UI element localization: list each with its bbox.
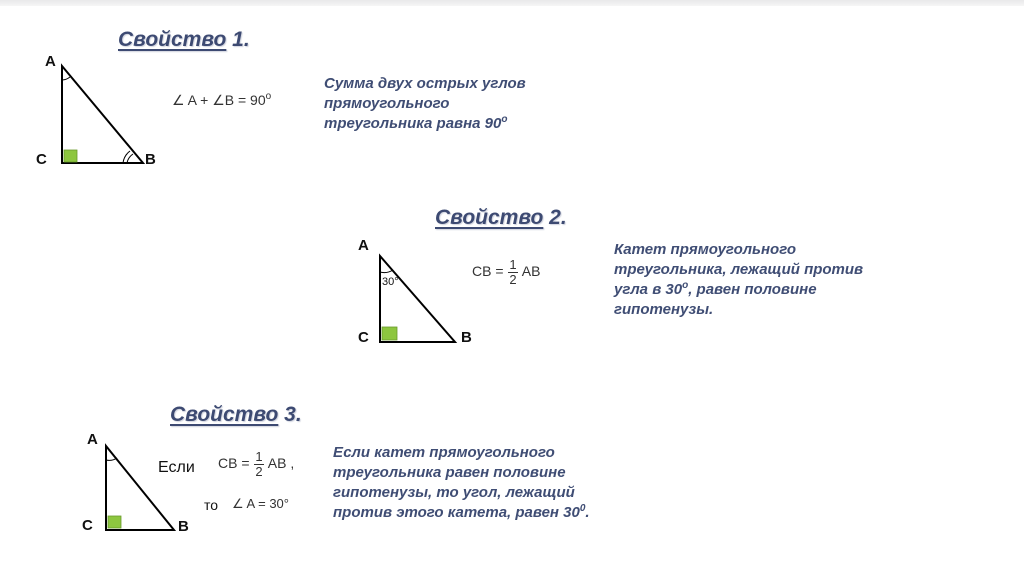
property-3-condition-formula: CB = $\frac{1}{2}$ AB , xyxy=(218,449,295,479)
triangle-3-vertex-a: A xyxy=(87,431,98,448)
property-3-title: Свойство 3. xyxy=(170,403,302,426)
triangle-1-vertex-b: B xyxy=(145,151,156,168)
triangle-3-right-angle-marker xyxy=(108,516,121,528)
triangle-3-vertex-b: B xyxy=(178,518,189,535)
property-2-fraction: $\frac{1}{2}$ xyxy=(509,257,517,287)
property-3-fraction: $\frac{1}{2}$ xyxy=(255,449,263,479)
property-3-then-formula: ∠ A = 30° xyxy=(232,496,289,511)
property-3-description: Если катет прямоугольного треугольника равен половине гипотенузы, то угол, лежащий против этого катета, равен $30^0$. xyxy=(333,444,590,521)
triangle-1-vertex-c: C xyxy=(36,151,47,168)
triangle-3-vertex-c: C xyxy=(82,517,93,534)
property-1-description: Сумма двух острых углов прямоугольного треугольника равна $90^о$ xyxy=(324,75,526,132)
triangle-2-angle-label: 30° xyxy=(382,276,399,288)
triangle-2-vertex-b: B xyxy=(461,329,472,346)
property-3-then-word: то xyxy=(204,497,219,513)
property-2-description: Катет прямоугольного треугольника, лежащий против угла в $30^о$, равен половине гипотенузы. xyxy=(614,241,864,318)
property-1-formula: ∠ A + ∠B = $90^o$ xyxy=(172,91,272,108)
triangle-2-vertex-a: A xyxy=(358,237,369,254)
property-2-title: Свойство 2. xyxy=(435,206,567,229)
property-3-if-word: Если xyxy=(158,459,195,476)
triangle-2-vertex-c: C xyxy=(358,329,369,346)
triangle-1-vertex-a: A xyxy=(45,53,56,70)
property-1-title: Свойство 1. xyxy=(118,28,250,51)
property-2-formula: CB = $\frac{1}{2}$ AB xyxy=(472,257,541,287)
